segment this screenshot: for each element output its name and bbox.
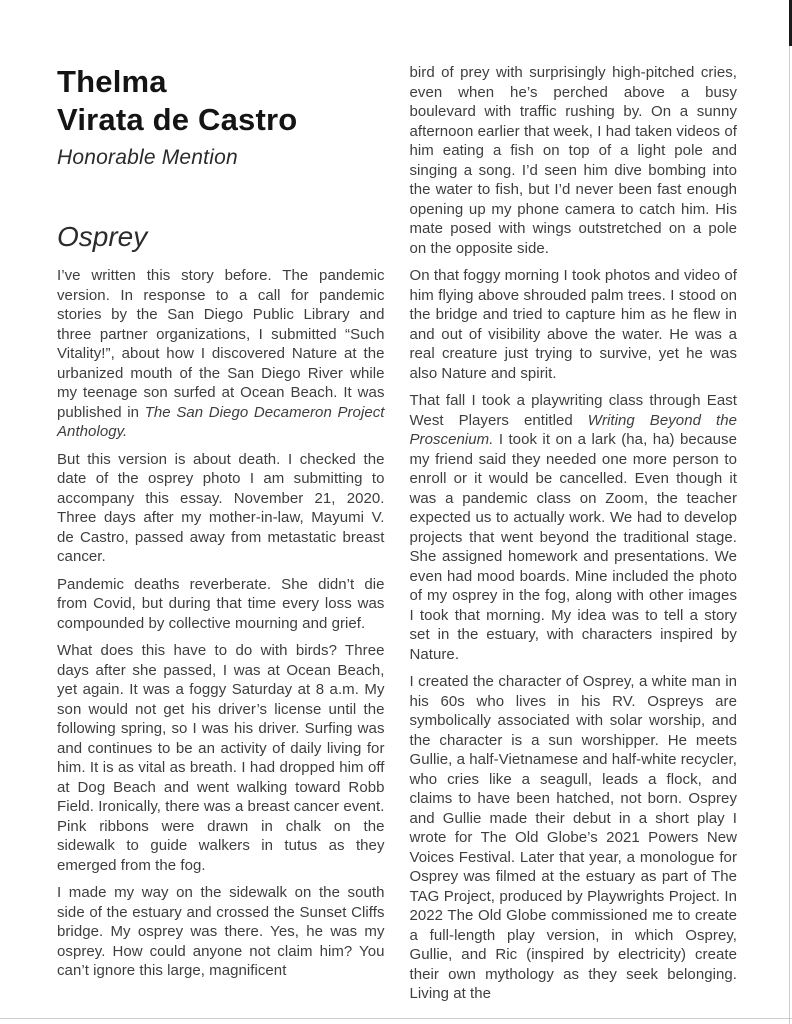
paragraph [57, 266, 385, 442]
text-run: Pandemic deaths reverberate. She didn’t die from Covid, but during that time every loss was compounded by collective mourning and grief. [57, 575, 385, 632]
paragraph [57, 641, 385, 875]
essay-title: Osprey [57, 221, 148, 252]
award-label: Honorable Mention [57, 146, 238, 169]
page-edge-line-right [789, 0, 790, 1024]
italic-text-run: The San Diego Decameron Project Anthology. [57, 403, 385, 440]
right-column [410, 63, 738, 1012]
text-run: I took it on a lark (ha, ha) because my friend said they needed one more person to enroll or it would be cancelled. Even though it was a pandemic class on Zoom, the teacher expected us to actually work. We had to develop projects that went beyond the traditional stage. She assigned homework and presentations. We even had mood boards. Mine included the photo of my osprey in the fog, along with other images I took that morning. My idea was to tell a story set in the estuary, with characters inspired by Nature. [409, 431, 737, 663]
italic-text-run: Writing Beyond the Proscenium. [409, 411, 737, 448]
paragraph [410, 391, 738, 664]
left-column-paragraphs [57, 266, 385, 981]
text-run: That fall I took a playwriting class through East West Players entitled [409, 392, 737, 429]
paragraph [57, 575, 385, 634]
text-run: What does this have to do with birds? Three days after she passed, I was at Ocean Beach, yet again. It was a foggy Saturday at 8 a.m. My son would not get his driver’s license until the following spring, so I was his driver. Surfing was and continues to be an activity of daily living for him. It is as vital as breath. I had dropped him off at Dog Beach and went walking toward Robb Field. Ironically, there was a breast cancer event. Pink ribbons were drawn in chalk on the sidewalk to guide walkers in tutus as they emerged from the fog. [57, 642, 385, 874]
text-run: I’ve written this story before. The pandemic version. In response to a call for pandemic stories by the San Diego Public Library and three partner organizations, I submitted “Such Vitality!”, about how I discovered Nature at the urbanized mouth of the San Diego River while my teenage son surfed at Ocean Beach. It was published in [57, 267, 385, 421]
text-run: I created the character of Osprey, a white man in his 60s who lives in his RV. Ospreys are symbolically associated with solar worship, and the character is a sun worshipper. He meets Gullie, a half-Vietnamese and half-white recycler, who cries like a seagull, leads a flock, and claims to have been hatched, not born. Osprey and Gullie made their debut in a short play I wrote for The Old Globe’s 2021 Powers New Voices Festival. Later that year, a monologue for Osprey was filmed at the estuary as part of The TAG Project, produced by Playwrights Project. In 2022 The Old Globe commissioned me to create a full-length play version, in which Osprey, Gullie, and Ric (inspired by electricity) create their own mythology as they seek belonging. Living at the [409, 673, 737, 1002]
paragraph [57, 883, 385, 981]
text-run: On that foggy morning I took photos and video of him flying above shrouded palm trees. I stood on the bridge and tried to capture him as he flew in and out of visibility above the water. He was a real creature just trying to survive, yet he was also Nature and spirit. [409, 267, 737, 382]
page-edge-line-bottom [0, 1018, 792, 1019]
text-run: I made my way on the sidewalk on the south side of the estuary and crossed the Sunset Cliffs bridge. My osprey was there. Yes, he was my osprey. How could anyone not claim him? You can’t ignore this large, magnificent [57, 884, 385, 979]
left-column [57, 63, 385, 1012]
paragraph [410, 672, 738, 1004]
text-run: bird of prey with surprisingly high-pitched cries, even when he’s perched above a busy boulevard with traffic rushing by. On a sunny afternoon earlier that week, I had taken videos of him eating a fish on top of a light pole and singing a song. I’d seen him dive bombing into the water to fish, but I’d never been fast enough opening up my phone camera to catch him. His mate posed with wings outstretched on a pole on the opposite side. [409, 64, 737, 257]
paragraph [410, 63, 738, 258]
paragraph [410, 266, 738, 383]
author-name-line2: Virata de Castro [57, 102, 298, 137]
paragraph [57, 450, 385, 567]
text-run: But this version is about death. I checked the date of the osprey photo I am submitting to accompany this essay. November 21, 2020. Three days after my mother-in-law, Mayumi V. de Castro, passed away from metastatic breast cancer. [57, 450, 385, 565]
author-name [57, 63, 385, 139]
right-column-paragraphs [410, 63, 738, 1004]
author-name-line1: Thelma [57, 64, 167, 99]
